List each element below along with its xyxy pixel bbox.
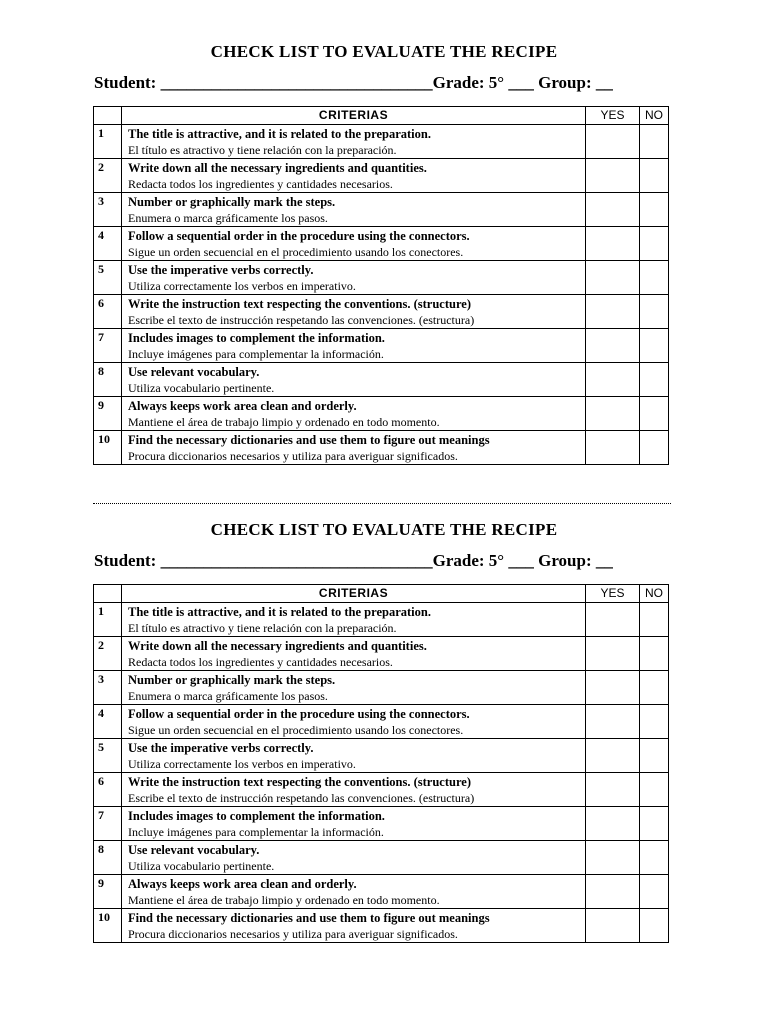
table-row	[94, 875, 669, 909]
criterion-spanish: Redacta todos los ingredientes y cantidades necesarios.	[128, 177, 393, 191]
criteria-header: CRITERIAS	[122, 107, 586, 125]
criterion-english: Number or graphically mark the steps.	[128, 673, 336, 687]
criterion-number: 2	[94, 637, 122, 671]
table-row	[94, 193, 669, 227]
criterion-cell	[122, 363, 586, 397]
criterion-spanish: Sigue un orden secuencial en el procedimiento usando los conectores.	[128, 245, 464, 259]
yes-checkbox-cell[interactable]	[586, 637, 640, 671]
yes-checkbox-cell[interactable]	[586, 295, 640, 329]
number-header	[94, 585, 122, 603]
table-row	[94, 637, 669, 671]
no-checkbox-cell[interactable]	[640, 705, 669, 739]
criterion-cell	[122, 329, 586, 363]
yes-checkbox-cell[interactable]	[586, 329, 640, 363]
criterion-english: Always keeps work area clean and orderly.	[128, 399, 357, 413]
criterion-english: Always keeps work area clean and orderly.	[128, 877, 357, 891]
no-checkbox-cell[interactable]	[640, 909, 669, 943]
criterion-english: Write the instruction text respecting the conventions. (structure)	[128, 297, 471, 311]
yes-checkbox-cell[interactable]	[586, 227, 640, 261]
table-row	[94, 739, 669, 773]
criterion-spanish: Escribe el texto de instrucción respetando las convenciones. (estructura)	[128, 313, 475, 327]
table-row	[94, 159, 669, 193]
grade-label[interactable]: Grade: 5° ___	[432, 551, 539, 570]
yes-checkbox-cell[interactable]	[586, 125, 640, 159]
student-label: Student:	[94, 73, 161, 92]
criterion-cell	[122, 773, 586, 807]
table-row	[94, 363, 669, 397]
yes-checkbox-cell[interactable]	[586, 397, 640, 431]
student-label: Student:	[94, 551, 161, 570]
criterion-number: 5	[94, 261, 122, 295]
criterion-number: 4	[94, 705, 122, 739]
criterion-number: 2	[94, 159, 122, 193]
yes-checkbox-cell[interactable]	[586, 807, 640, 841]
criterion-number: 6	[94, 773, 122, 807]
criterion-spanish: Escribe el texto de instrucción respetando las convenciones. (estructura)	[128, 791, 475, 805]
criterion-english: The title is attractive, and it is related to the preparation.	[128, 605, 431, 619]
table-row	[94, 227, 669, 261]
yes-checkbox-cell[interactable]	[586, 261, 640, 295]
table-row	[94, 125, 669, 159]
table-row	[94, 295, 669, 329]
table-row	[94, 603, 669, 637]
criterion-english: Use relevant vocabulary.	[128, 365, 260, 379]
table-row	[94, 705, 669, 739]
criterion-english: Use the imperative verbs correctly.	[128, 741, 314, 755]
yes-checkbox-cell[interactable]	[586, 431, 640, 465]
no-checkbox-cell[interactable]	[640, 807, 669, 841]
criterion-number: 1	[94, 603, 122, 637]
criterion-number: 4	[94, 227, 122, 261]
criterion-cell	[122, 739, 586, 773]
criterion-cell	[122, 159, 586, 193]
student-name-blank[interactable]: ________________________________	[160, 551, 433, 570]
criterion-cell	[122, 431, 586, 465]
criterion-spanish: Procura diccionarios necesarios y utiliza para averiguar significados.	[128, 449, 458, 463]
criterion-cell	[122, 909, 586, 943]
yes-checkbox-cell[interactable]	[586, 603, 640, 637]
sheet-title: CHECK LIST TO EVALUATE THE RECIPE	[210, 520, 558, 539]
table-row	[94, 671, 669, 705]
criterion-cell	[122, 193, 586, 227]
criterion-english: Write down all the necessary ingredients and quantities.	[128, 161, 427, 175]
student-name-blank[interactable]: ________________________________	[160, 73, 433, 92]
criterion-number: 6	[94, 295, 122, 329]
criterion-number: 10	[94, 909, 122, 943]
criterion-english: Write down all the necessary ingredients and quantities.	[128, 639, 427, 653]
criteria-rows	[94, 125, 669, 465]
yes-checkbox-cell[interactable]	[586, 159, 640, 193]
table-row	[94, 841, 669, 875]
criterion-cell	[122, 875, 586, 909]
no-checkbox-cell[interactable]	[640, 773, 669, 807]
table-row	[94, 261, 669, 295]
criterion-spanish: Utiliza correctamente los verbos en imperativo.	[128, 757, 356, 771]
no-header: NO	[640, 107, 669, 125]
table-row	[94, 773, 669, 807]
criterion-number: 3	[94, 671, 122, 705]
criterion-english: Find the necessary dictionaries and use them to figure out meanings	[128, 433, 490, 447]
criteria-table	[93, 584, 669, 943]
no-checkbox-cell[interactable]	[640, 329, 669, 363]
criterion-english: Includes images to complement the information.	[128, 331, 385, 345]
criterion-spanish: Mantiene el área de trabajo limpio y ordenado en todo momento.	[128, 893, 440, 907]
criterion-spanish: Utiliza correctamente los verbos en imperativo.	[128, 279, 356, 293]
criterion-number: 7	[94, 807, 122, 841]
criterion-cell	[122, 603, 586, 637]
criterion-number: 8	[94, 363, 122, 397]
no-checkbox-cell[interactable]	[640, 397, 669, 431]
table-header-row	[94, 107, 669, 125]
criterion-spanish: Enumera o marca gráficamente los pasos.	[128, 211, 328, 225]
no-checkbox-cell[interactable]	[640, 739, 669, 773]
no-checkbox-cell[interactable]	[640, 841, 669, 875]
yes-checkbox-cell[interactable]	[586, 671, 640, 705]
criterion-cell	[122, 841, 586, 875]
criterion-spanish: Procura diccionarios necesarios y utiliza para averiguar significados.	[128, 927, 458, 941]
criterion-english: Follow a sequential order in the procedure using the connectors.	[128, 229, 470, 243]
criterion-cell	[122, 637, 586, 671]
yes-header: YES	[586, 107, 640, 125]
criterion-number: 10	[94, 431, 122, 465]
grade-label[interactable]: Grade: 5° ___	[432, 73, 539, 92]
group-label[interactable]: Group: __	[538, 551, 613, 570]
criterion-spanish: Redacta todos los ingredientes y cantidades necesarios.	[128, 655, 393, 669]
no-checkbox-cell[interactable]	[640, 875, 669, 909]
criterion-english: Use the imperative verbs correctly.	[128, 263, 314, 277]
criterion-spanish: El título es atractivo y tiene relación con la preparación.	[128, 143, 397, 157]
criteria-rows	[94, 603, 669, 943]
yes-checkbox-cell[interactable]	[586, 773, 640, 807]
yes-checkbox-cell[interactable]	[586, 193, 640, 227]
number-header	[94, 107, 122, 125]
yes-checkbox-cell[interactable]	[586, 909, 640, 943]
criterion-spanish: Mantiene el área de trabajo limpio y ordenado en todo momento.	[128, 415, 440, 429]
criterion-spanish: Incluye imágenes para complementar la información.	[128, 347, 384, 361]
no-checkbox-cell[interactable]	[640, 295, 669, 329]
criterion-cell	[122, 671, 586, 705]
no-checkbox-cell[interactable]	[640, 159, 669, 193]
table-row	[94, 397, 669, 431]
criterion-spanish: Enumera o marca gráficamente los pasos.	[128, 689, 328, 703]
criterion-spanish: Sigue un orden secuencial en el procedimiento usando los conectores.	[128, 723, 464, 737]
yes-checkbox-cell[interactable]	[586, 875, 640, 909]
criterion-number: 5	[94, 739, 122, 773]
cut-line-divider	[93, 503, 671, 504]
criterion-english: Write the instruction text respecting the conventions. (structure)	[128, 775, 471, 789]
criterion-cell	[122, 125, 586, 159]
criterion-number: 9	[94, 875, 122, 909]
table-row	[94, 431, 669, 465]
criterion-number: 7	[94, 329, 122, 363]
criterion-number: 3	[94, 193, 122, 227]
no-checkbox-cell[interactable]	[640, 671, 669, 705]
no-checkbox-cell[interactable]	[640, 431, 669, 465]
no-header: NO	[640, 585, 669, 603]
criterion-english: Follow a sequential order in the procedure using the connectors.	[128, 707, 470, 721]
yes-checkbox-cell[interactable]	[586, 739, 640, 773]
no-checkbox-cell[interactable]	[640, 193, 669, 227]
criterion-cell	[122, 705, 586, 739]
table-header-row	[94, 585, 669, 603]
no-checkbox-cell[interactable]	[640, 363, 669, 397]
criterion-number: 8	[94, 841, 122, 875]
yes-header: YES	[586, 585, 640, 603]
table-row	[94, 329, 669, 363]
no-checkbox-cell[interactable]	[640, 603, 669, 637]
criterion-english: Find the necessary dictionaries and use them to figure out meanings	[128, 911, 490, 925]
criterion-cell	[122, 397, 586, 431]
table-row	[94, 909, 669, 943]
criterion-english: Number or graphically mark the steps.	[128, 195, 336, 209]
student-info-line	[94, 551, 613, 571]
criterion-cell	[122, 227, 586, 261]
criterion-spanish: Utiliza vocabulario pertinente.	[128, 381, 275, 395]
criterion-number: 9	[94, 397, 122, 431]
criteria-header: CRITERIAS	[122, 585, 586, 603]
criterion-cell	[122, 807, 586, 841]
criterion-english: Use relevant vocabulary.	[128, 843, 260, 857]
student-info-line	[94, 73, 613, 93]
criterion-english: The title is attractive, and it is related to the preparation.	[128, 127, 431, 141]
criterion-spanish: Utiliza vocabulario pertinente.	[128, 859, 275, 873]
criteria-table	[93, 106, 669, 465]
table-row	[94, 807, 669, 841]
yes-checkbox-cell[interactable]	[586, 363, 640, 397]
criterion-spanish: Incluye imágenes para complementar la información.	[128, 825, 384, 839]
criterion-number: 1	[94, 125, 122, 159]
criterion-cell	[122, 295, 586, 329]
criterion-spanish: El título es atractivo y tiene relación con la preparación.	[128, 621, 397, 635]
no-checkbox-cell[interactable]	[640, 261, 669, 295]
yes-checkbox-cell[interactable]	[586, 705, 640, 739]
no-checkbox-cell[interactable]	[640, 637, 669, 671]
yes-checkbox-cell[interactable]	[586, 841, 640, 875]
criterion-english: Includes images to complement the information.	[128, 809, 385, 823]
no-checkbox-cell[interactable]	[640, 125, 669, 159]
group-label[interactable]: Group: __	[538, 73, 613, 92]
no-checkbox-cell[interactable]	[640, 227, 669, 261]
sheet-title: CHECK LIST TO EVALUATE THE RECIPE	[210, 42, 558, 61]
criterion-cell	[122, 261, 586, 295]
